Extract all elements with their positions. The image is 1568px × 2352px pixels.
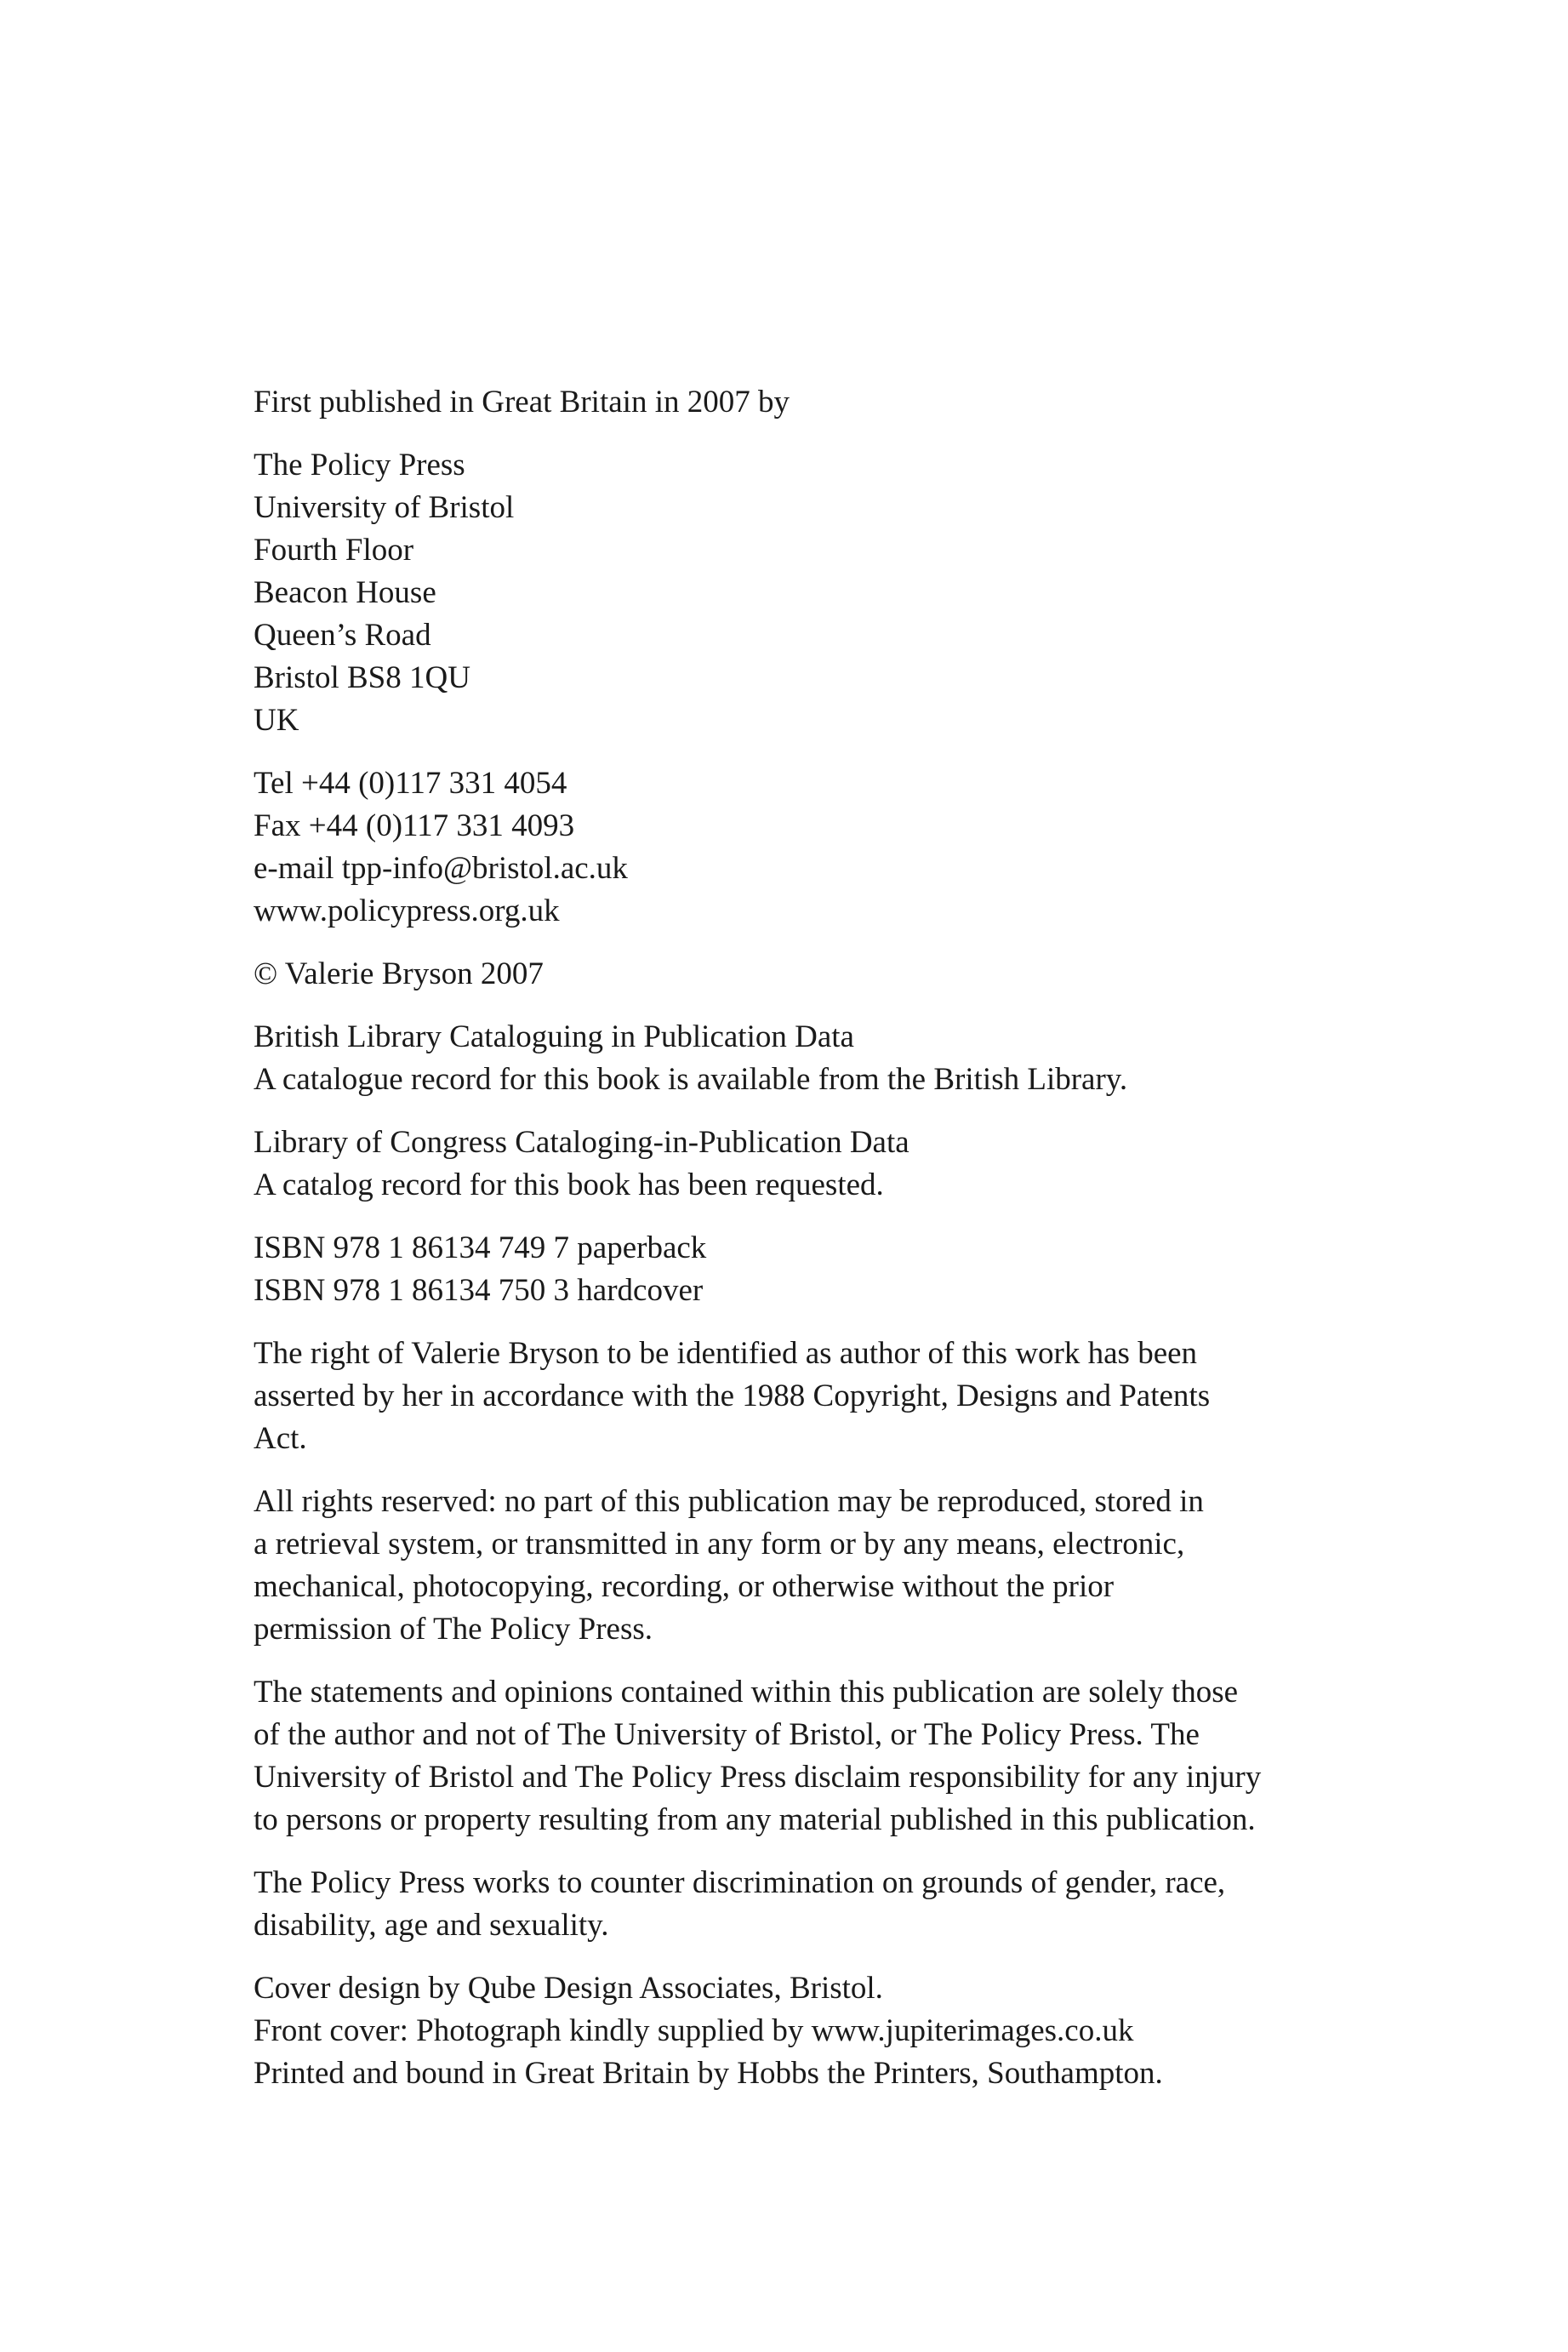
library-of-congress-block [254, 1122, 1360, 1207]
cover-design-line: Cover design by Qube Design Associates, Bristol. [254, 1971, 883, 2006]
website-line: www.policypress.org.uk [254, 893, 560, 928]
first-published-block [254, 381, 1360, 424]
printer-line: Printed and bound in Great Britain by Hobbs the Printers, Southampton. [254, 2056, 1163, 2091]
library-of-congress-line: A catalog record for this book has been requested. [254, 1167, 884, 1202]
email-line: e-mail tpp-info@bristol.ac.uk [254, 851, 628, 886]
isbn-block [254, 1227, 1360, 1312]
address-line: Bristol BS8 1QU [254, 660, 470, 695]
rights-reserved-line: permission of The Policy Press. [254, 1612, 653, 1647]
address-line: Fourth Floor [254, 533, 414, 568]
publisher-address-block [254, 444, 1360, 742]
moral-right-line: The right of Valerie Bryson to be identified as author of this work has been [254, 1336, 1198, 1371]
moral-right-line: asserted by her in accordance with the 1988 Copyright, Designs and Patents [254, 1379, 1211, 1413]
moral-right-block [254, 1333, 1360, 1460]
anti-discrimination-line: The Policy Press works to counter discrimination on grounds of gender, race, [254, 1865, 1226, 1900]
copyright-block [254, 953, 1360, 996]
address-line: University of Bristol [254, 490, 515, 525]
credits-block [254, 1967, 1360, 2095]
copyright-line: © Valerie Bryson 2007 [254, 956, 544, 991]
first-published-line: First published in Great Britain in 2007 by [254, 385, 790, 420]
disclaimer-line: to persons or property resulting from any material published in this publication. [254, 1802, 1256, 1837]
front-cover-line: Front cover: Photograph kindly supplied by www.jupiterimages.co.uk [254, 2013, 1134, 2048]
rights-reserved-line: mechanical, photocopying, recording, or otherwise without the prior [254, 1569, 1115, 1604]
address-line: Beacon House [254, 575, 436, 610]
isbn-hardcover-line: ISBN 978 1 86134 750 3 hardcover [254, 1273, 704, 1308]
rights-reserved-line: All rights reserved: no part of this publication may be reproduced, stored in [254, 1484, 1204, 1519]
address-line: UK [254, 703, 299, 738]
moral-right-line: Act. [254, 1421, 307, 1456]
rights-reserved-line: a retrieval system, or transmitted in any form or by any means, electronic, [254, 1527, 1185, 1561]
disclaimer-block [254, 1671, 1360, 1841]
disclaimer-line: University of Bristol and The Policy Press disclaim responsibility for any injury [254, 1760, 1262, 1795]
british-library-line: A catalogue record for this book is available from the British Library. [254, 1062, 1128, 1097]
british-library-block [254, 1016, 1360, 1101]
disclaimer-line: of the author and not of The University of Bristol, or The Policy Press. The [254, 1717, 1200, 1752]
anti-discrimination-block [254, 1862, 1360, 1947]
fax-line: Fax +44 (0)117 331 4093 [254, 808, 575, 843]
british-library-line: British Library Cataloguing in Publication Data [254, 1019, 854, 1054]
rights-reserved-block [254, 1481, 1360, 1651]
library-of-congress-line: Library of Congress Cataloging-in-Publication Data [254, 1125, 909, 1160]
telephone-line: Tel +44 (0)117 331 4054 [254, 766, 567, 801]
address-line: Queen’s Road [254, 618, 431, 653]
disclaimer-line: The statements and opinions contained within this publication are solely those [254, 1675, 1239, 1710]
contact-block [254, 762, 1360, 933]
isbn-paperback-line: ISBN 978 1 86134 749 7 paperback [254, 1230, 707, 1265]
imprint-text [254, 381, 1360, 2115]
address-line: The Policy Press [254, 448, 465, 482]
anti-discrimination-line: disability, age and sexuality. [254, 1908, 609, 1943]
